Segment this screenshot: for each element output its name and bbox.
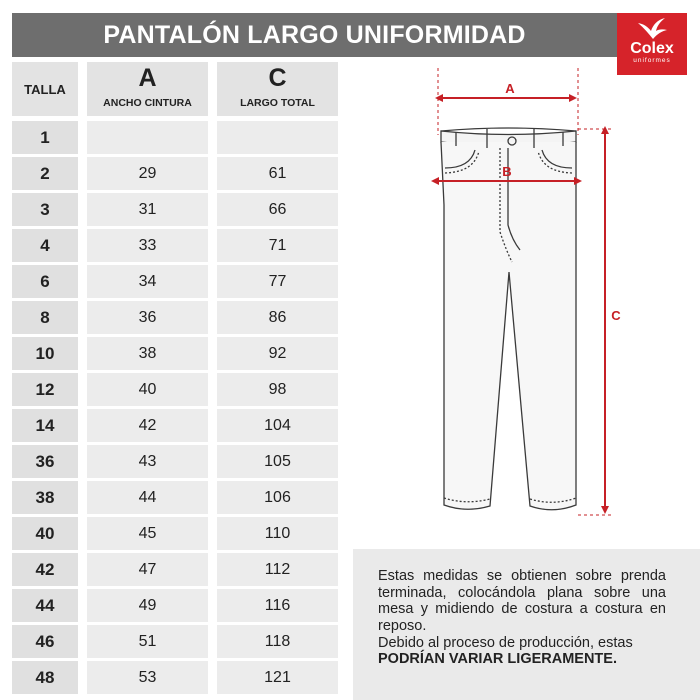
table-row [12, 589, 338, 622]
size-cell: 4 [12, 229, 78, 262]
header-a-label: ANCHO CINTURA [103, 97, 192, 109]
trousers-diagram [425, 60, 700, 535]
page-title: PANTALÓN LARGO UNIFORMIDAD [103, 20, 526, 49]
table-row [12, 625, 338, 658]
header-c-label: LARGO TOTAL [240, 97, 315, 109]
size-cell: 12 [12, 373, 78, 406]
size-cell: 48 [12, 661, 78, 694]
trousers-icon [441, 128, 576, 510]
dimension-a-label: A [505, 81, 515, 96]
table-row [12, 373, 338, 406]
total-length-cell: 106 [217, 481, 338, 514]
total-length-cell: 86 [217, 301, 338, 334]
total-length-cell: 116 [217, 589, 338, 622]
size-cell: 36 [12, 445, 78, 478]
waist-width-cell: 40 [87, 373, 208, 406]
size-cell: 42 [12, 553, 78, 586]
total-length-cell [217, 121, 338, 154]
size-cell: 40 [12, 517, 78, 550]
total-length-cell: 66 [217, 193, 338, 226]
waist-width-cell: 45 [87, 517, 208, 550]
brand-tagline: uniformes [633, 57, 671, 64]
waist-width-cell: 29 [87, 157, 208, 190]
size-cell: 3 [12, 193, 78, 226]
size-cell: 46 [12, 625, 78, 658]
header-talla-label: TALLA [24, 82, 66, 97]
total-length-cell: 105 [217, 445, 338, 478]
size-cell: 14 [12, 409, 78, 442]
waist-width-cell: 47 [87, 553, 208, 586]
waist-width-cell: 36 [87, 301, 208, 334]
size-cell: 38 [12, 481, 78, 514]
header-a [87, 62, 208, 116]
total-length-cell: 121 [217, 661, 338, 694]
brand-name: Colex [630, 40, 674, 57]
table-row [12, 409, 338, 442]
waist-width-cell: 42 [87, 409, 208, 442]
total-length-cell: 92 [217, 337, 338, 370]
waist-width-cell: 51 [87, 625, 208, 658]
total-length-cell: 118 [217, 625, 338, 658]
table-row [12, 157, 338, 190]
note-paragraph: Estas medidas se obtienen sobre prenda terminada, colocándola plana sobre una mesa y midiendo de costura a costura en reposo. [378, 568, 666, 634]
note-emphasis: PODRÍAN VARIAR LIGERAMENTE. [378, 651, 617, 667]
table-row [12, 337, 338, 370]
note-line: Debido al proceso de producción, estas [378, 635, 633, 651]
table-row [12, 229, 338, 262]
table-row [12, 553, 338, 586]
total-length-cell: 71 [217, 229, 338, 262]
table-row [12, 517, 338, 550]
header-a-letter: A [138, 64, 157, 92]
waist-width-cell: 43 [87, 445, 208, 478]
size-cell: 8 [12, 301, 78, 334]
title-bar [12, 13, 617, 57]
waist-width-cell: 33 [87, 229, 208, 262]
waist-width-cell: 31 [87, 193, 208, 226]
table-row [12, 481, 338, 514]
dimension-c-label: C [611, 308, 621, 323]
dimension-b-label: B [502, 164, 512, 179]
waist-width-cell: 53 [87, 661, 208, 694]
table-row [12, 445, 338, 478]
total-length-cell: 77 [217, 265, 338, 298]
waist-width-cell: 34 [87, 265, 208, 298]
total-length-cell: 110 [217, 517, 338, 550]
total-length-cell: 98 [217, 373, 338, 406]
table-row [12, 661, 338, 694]
size-cell: 2 [12, 157, 78, 190]
size-cell: 6 [12, 265, 78, 298]
waist-width-cell: 44 [87, 481, 208, 514]
size-cell: 1 [12, 121, 78, 154]
header-talla [12, 62, 78, 116]
total-length-cell: 104 [217, 409, 338, 442]
table-row [12, 121, 338, 154]
measurement-note [353, 549, 700, 700]
waist-width-cell: 38 [87, 337, 208, 370]
waist-width-cell: 49 [87, 589, 208, 622]
waist-width-cell [87, 121, 208, 154]
size-cell: 44 [12, 589, 78, 622]
table-row [12, 301, 338, 334]
table-row [12, 193, 338, 226]
total-length-cell: 61 [217, 157, 338, 190]
bird-icon [635, 17, 669, 41]
header-c [217, 62, 338, 116]
size-cell: 10 [12, 337, 78, 370]
header-c-letter: C [268, 64, 287, 92]
total-length-cell: 112 [217, 553, 338, 586]
table-row [12, 265, 338, 298]
